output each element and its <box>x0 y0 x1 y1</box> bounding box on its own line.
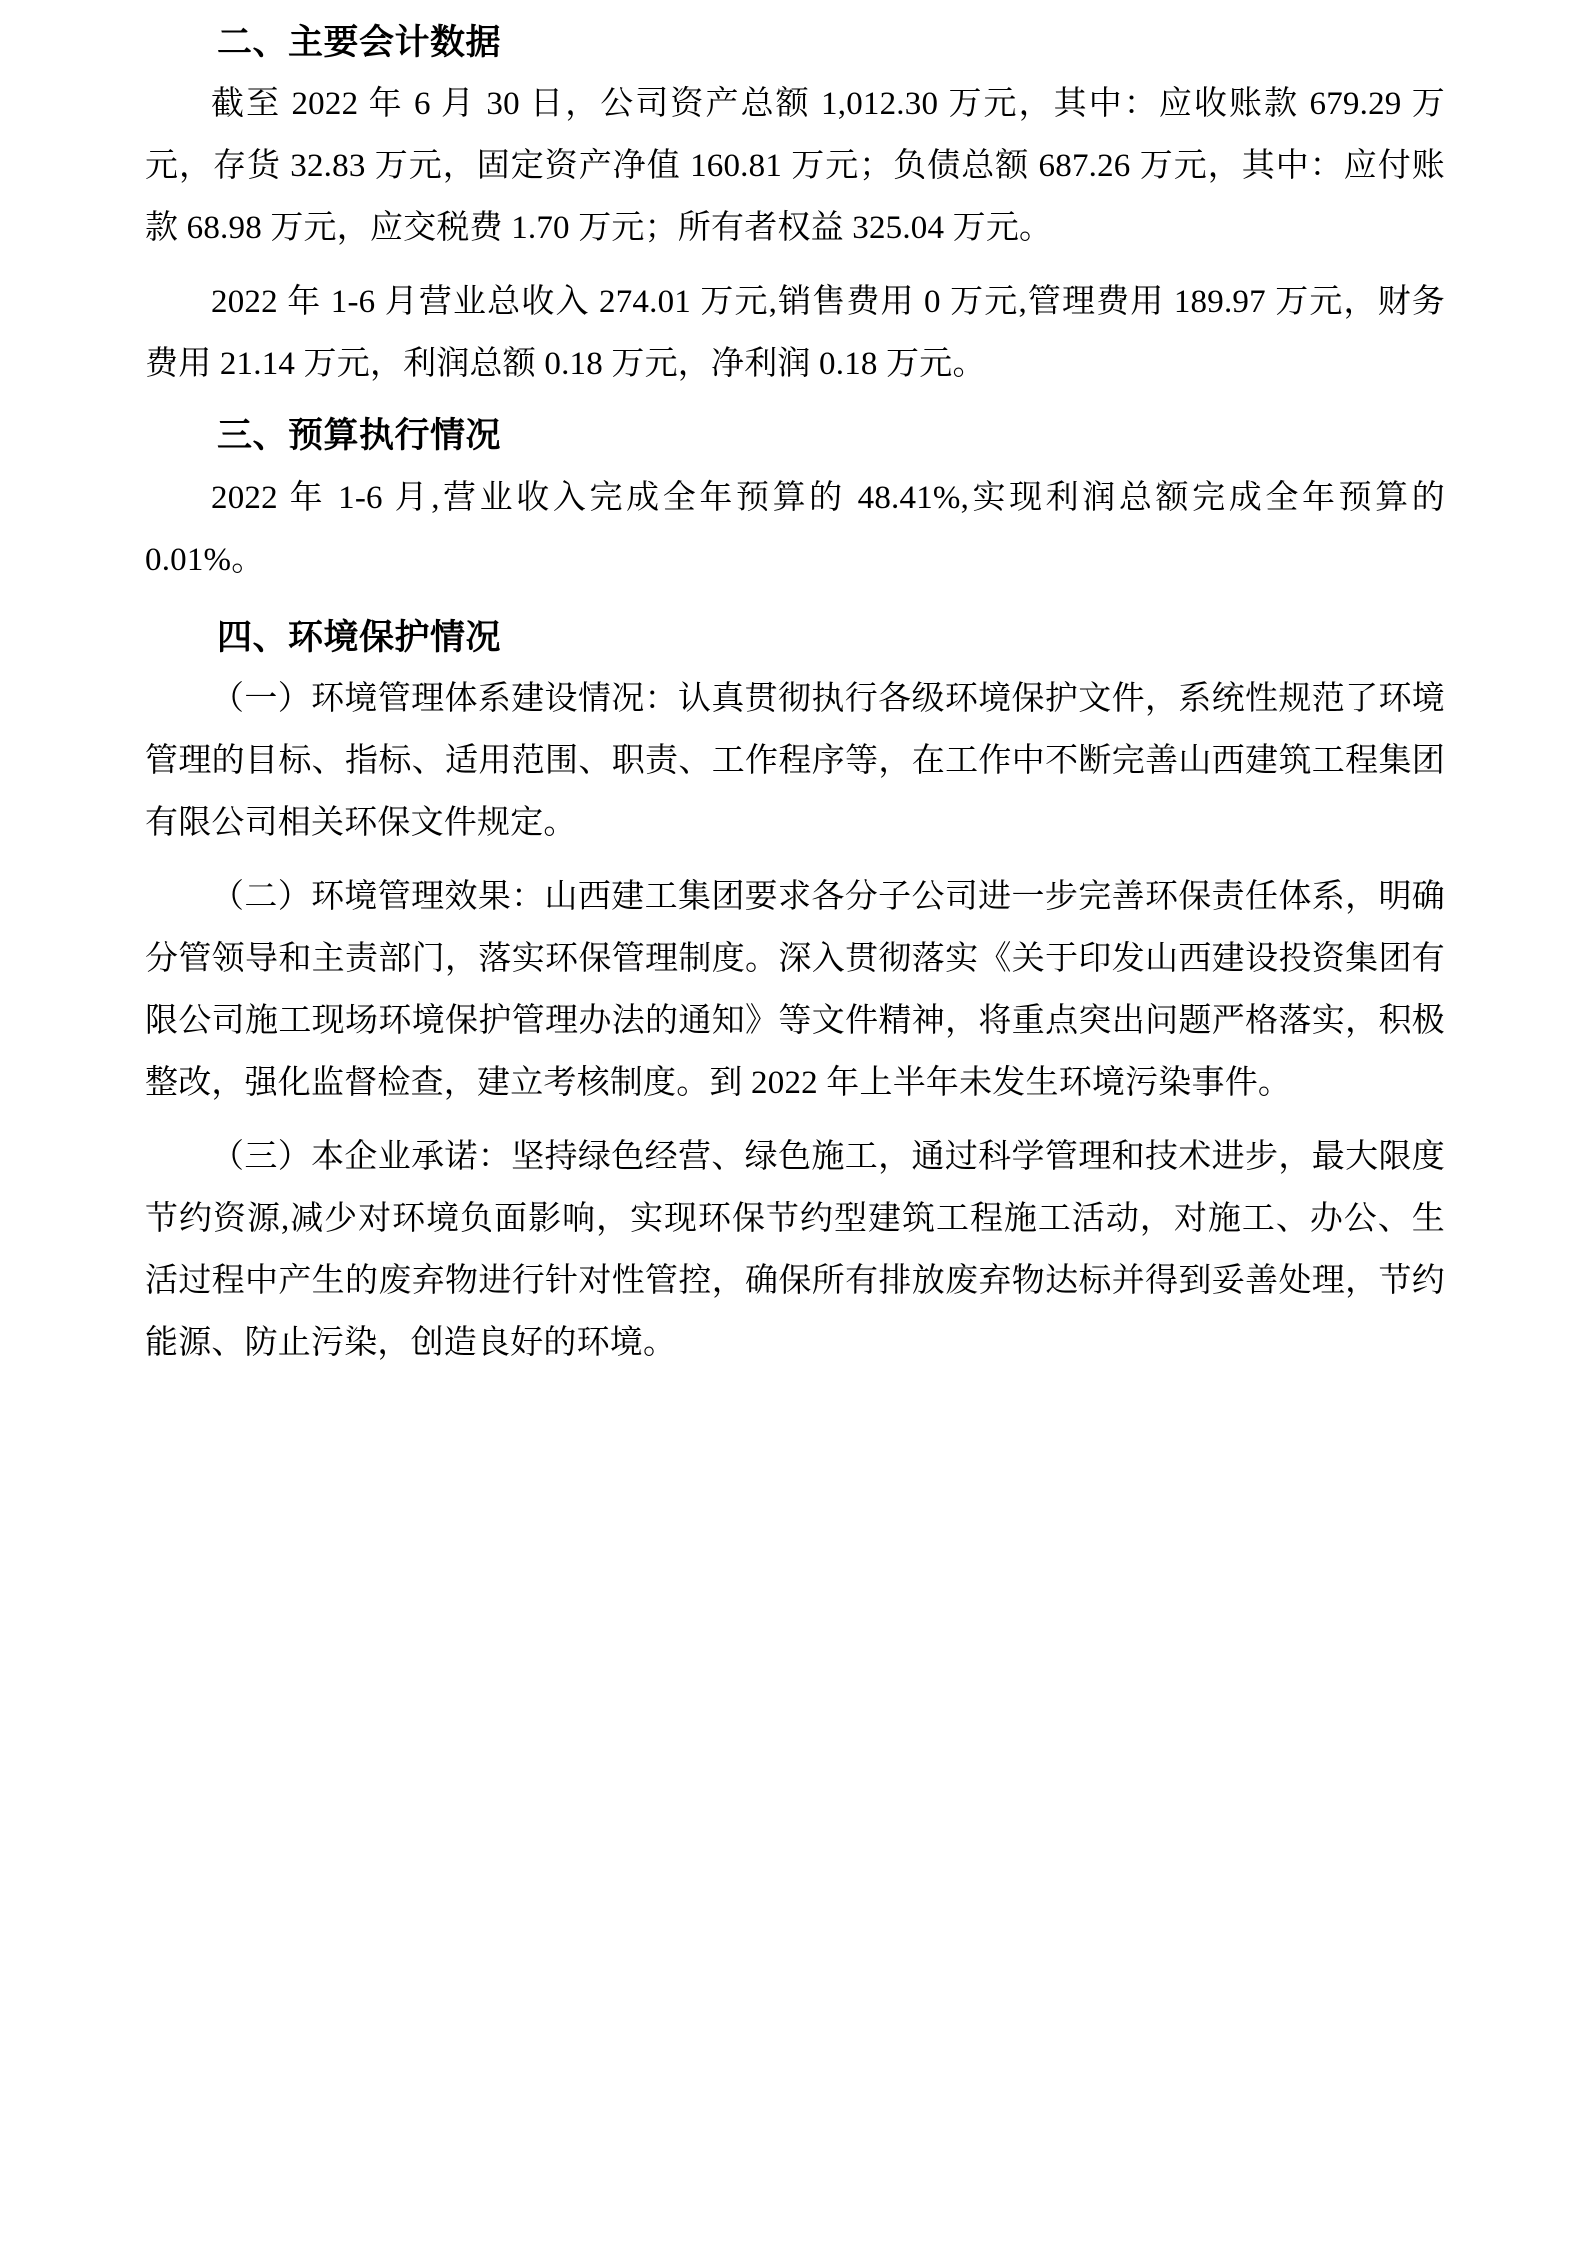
section-spacer <box>145 593 1445 615</box>
section-heading-budget-execution: 三、预算执行情况 <box>217 416 502 457</box>
paragraph-budget-execution: 2022 年 1-6 月,营业收入完成全年预算的 48.41%,实现利润总额完成全年预算的 0.01%。 <box>145 479 1445 578</box>
paragraph-spacer <box>145 856 1445 866</box>
paragraph-spacer <box>145 1116 1445 1126</box>
section-heading-accounting-data: 二、主要会计数据 <box>217 23 502 63</box>
section-spacer <box>145 397 1445 413</box>
paragraph-accounting-income: 2022 年 1-6 月营业总收入 274.01 万元,销售费用 0 万元,管理费用 189.97 万元，财务费用 21.14 万元，利润总额 0.18 万元，净利润 0.18 万元。 <box>145 284 1445 383</box>
paragraph-environment-effect: （二）环境管理效果：山西建工集团要求各分子公司进一步完善环保责任体系，明确分管领导和主责部门，落实环保管理制度。深入贯彻落实《关于印发山西建设投资集团有限公司施工现场环境保护管理办法的通知》等文件精神，将重点突出问题严格落实，积极整改，强化监督检查，建立考核制度。到 2022 年上半年未发生环境污染事件。 <box>145 878 1445 1101</box>
paragraph-spacer <box>145 261 1445 271</box>
section-heading-environmental-protection: 四、环境保护情况 <box>217 617 502 658</box>
paragraph-environment-system: （一）环境管理体系建设情况：认真贯彻执行各级环境保护文件，系统性规范了环境管理的目标、指标、适用范围、职责、工作程序等，在工作中不断完善山西建筑工程集团有限公司相关环保文件规定。 <box>145 680 1445 841</box>
paragraph-environment-commitment: （三）本企业承诺：坚持绿色经营、绿色施工，通过科学管理和技术进步，最大限度节约资源,减少对环境负面影响，实现环保节约型建筑工程施工活动，对施工、办公、生活过程中产生的废弃物进行针对性管控，确保所有排放废弃物达标并得到妥善处理，节约能源、防止污染，创造良好的环境。 <box>145 1138 1445 1361</box>
paragraph-accounting-balance: 截至 2022 年 6 月 30 日，公司资产总额 1,012.30 万元，其中：应收账款 679.29 万元，存货 32.83 万元，固定资产净值 160.81 万元；负债总额 687.26 万元，其中：应付账款 68.98 万元，应交税费 1.70 万元；所有者权益 325.04 万元。 <box>145 86 1445 247</box>
document-body <box>145 20 1445 1374</box>
